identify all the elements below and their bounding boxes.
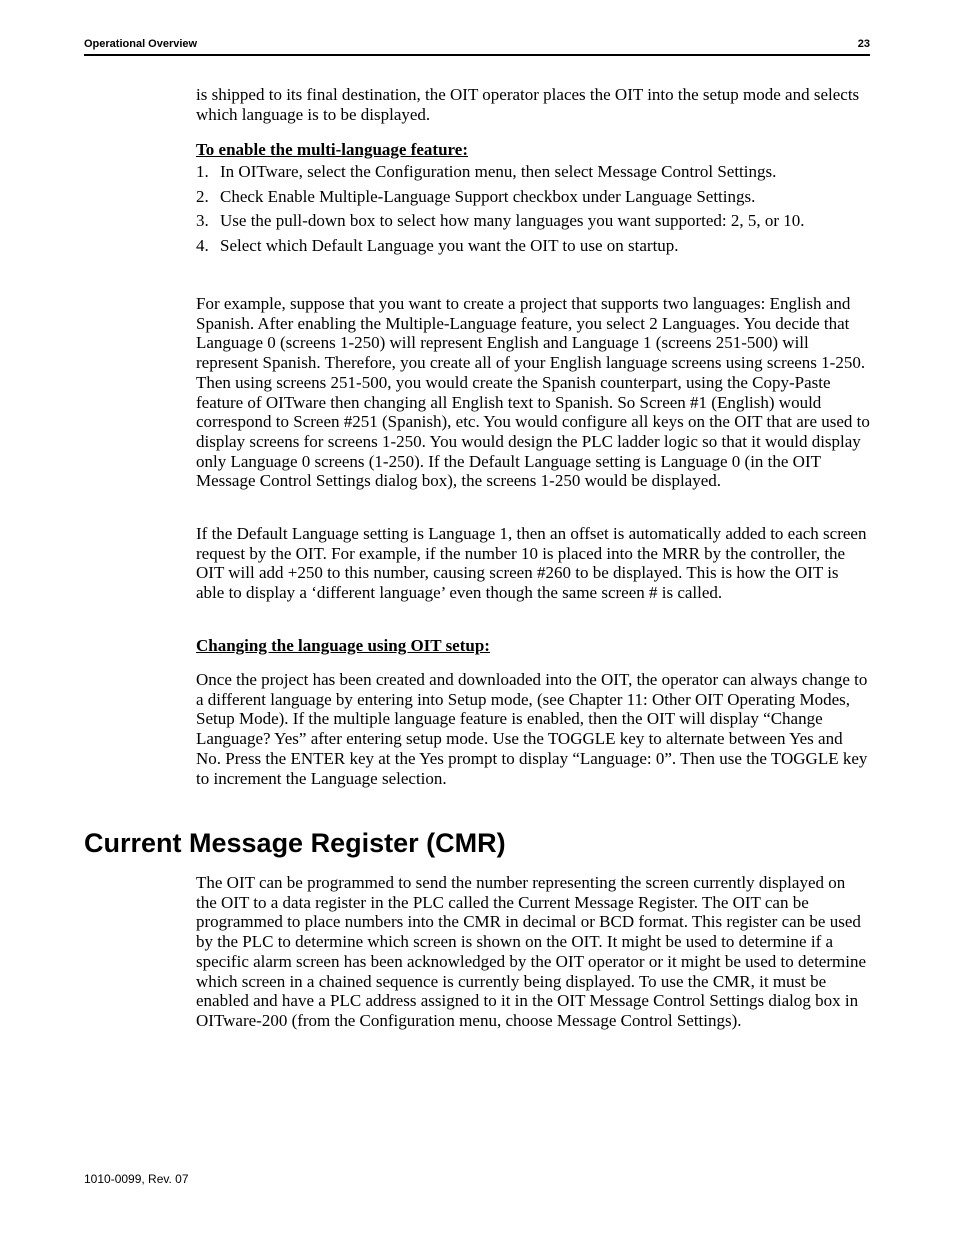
- list-item-number: 3.: [196, 211, 209, 230]
- offset-paragraph: If the Default Language setting is Language 1, then an offset is automatically added to each screen request by the OIT. For example, if the number 10 is placed into the MRR by the controller, the OIT will add +250 to this number, causing screen #260 to be displayed. This is how the OIT is able to display a ‘different language’ even though the same screen # is called.: [196, 524, 867, 603]
- list-item-text: Check Enable Multiple-Language Support checkbox under Language Settings.: [220, 186, 756, 206]
- list-item-number: 1.: [196, 162, 209, 181]
- list-item-text: Use the pull-down box to select how many languages you want supported: 2, 5, or 10.: [220, 211, 805, 230]
- list-item-number: 4.: [196, 235, 209, 255]
- list-item-number: 2.: [196, 186, 209, 206]
- intro-paragraph: is shipped to its final destination, the OIT operator places the OIT into the setup mode and selects which language is to be displayed.: [196, 85, 860, 124]
- section-title: Current Message Register (CMR): [84, 828, 506, 858]
- list-item-text: In OITware, select the Configuration menu, then select Message Control Settings.: [220, 162, 777, 181]
- change-language-paragraph: Once the project has been created and downloaded into the OIT, the operator can always change to a different language by entering into Setup mode, (see Chapter 11: Other OIT Operating Modes, Setup Mode). If the multiple language feature is enabled, then the OIT will display “Change Language? Yes” after entering setup mode. Use the TOGGLE key to alternate between Yes and No. Press the ENTER key at the Yes prompt to display “Language: 0”. Then use the TOGGLE key to increment the Language selection.: [196, 670, 868, 788]
- change-language-heading: Changing the language using OIT setup:: [196, 636, 490, 655]
- list-item: [196, 162, 870, 187]
- enable-feature-heading: To enable the multi-language feature:: [196, 140, 468, 159]
- list-item-text: Select which Default Language you want the OIT to use on startup.: [220, 235, 679, 255]
- page-number: 23: [857, 38, 870, 50]
- example-paragraph: For example, suppose that you want to create a project that supports two languages: English and Spanish. After enabling the Multiple-Language feature, you select 2 Languages. You decide that Language 0 (screens 1-250) will represent English and Language 1 (screens 251-500) will represent Spanish. Therefore, you create all of your English language screens using screens 1-250. Then using screens 251-500, you would create the Spanish counterpart, using the Copy-Paste feature of OITware then changing all English text to Spanish. So Screen #1 (English) would correspond to Screen #251 (Spanish), etc. You would configure all keys on the OIT that are used to display screens for screens 1-250. You would design the PLC ladder logic so that it would display only Language 0 screens (1-250). If the Default Language setting is Language 0 (in the OIT Message Control Settings dialog box), the screens 1-250 would be displayed.: [196, 294, 870, 491]
- header-section-title: Operational Overview: [84, 38, 198, 50]
- list-item: [196, 211, 870, 236]
- enable-steps-list: [196, 162, 870, 260]
- list-item: [196, 236, 870, 261]
- cmr-paragraph: The OIT can be programmed to send the number representing the screen currently displayed on the OIT to a data register in the PLC called the Current Message Register. The OIT can be programmed to place numbers into the CMR in decimal or BCD format. This register can be used by the PLC to determine which screen is shown on the OIT. It might be used to determine if a specific alarm screen has been acknowledged by the OIT operator or it might be used to determine which screen in a chained sequence is currently being displayed. To use the CMR, it must be enabled and have a PLC address assigned to it in the OIT Message Control Settings dialog box in OITware-200 (from the Configuration menu, choose Message Control Settings).: [196, 873, 866, 1030]
- page-footer: 1010-0099, Rev. 07: [84, 1172, 189, 1186]
- list-item: [196, 187, 870, 212]
- page-header: [84, 38, 870, 56]
